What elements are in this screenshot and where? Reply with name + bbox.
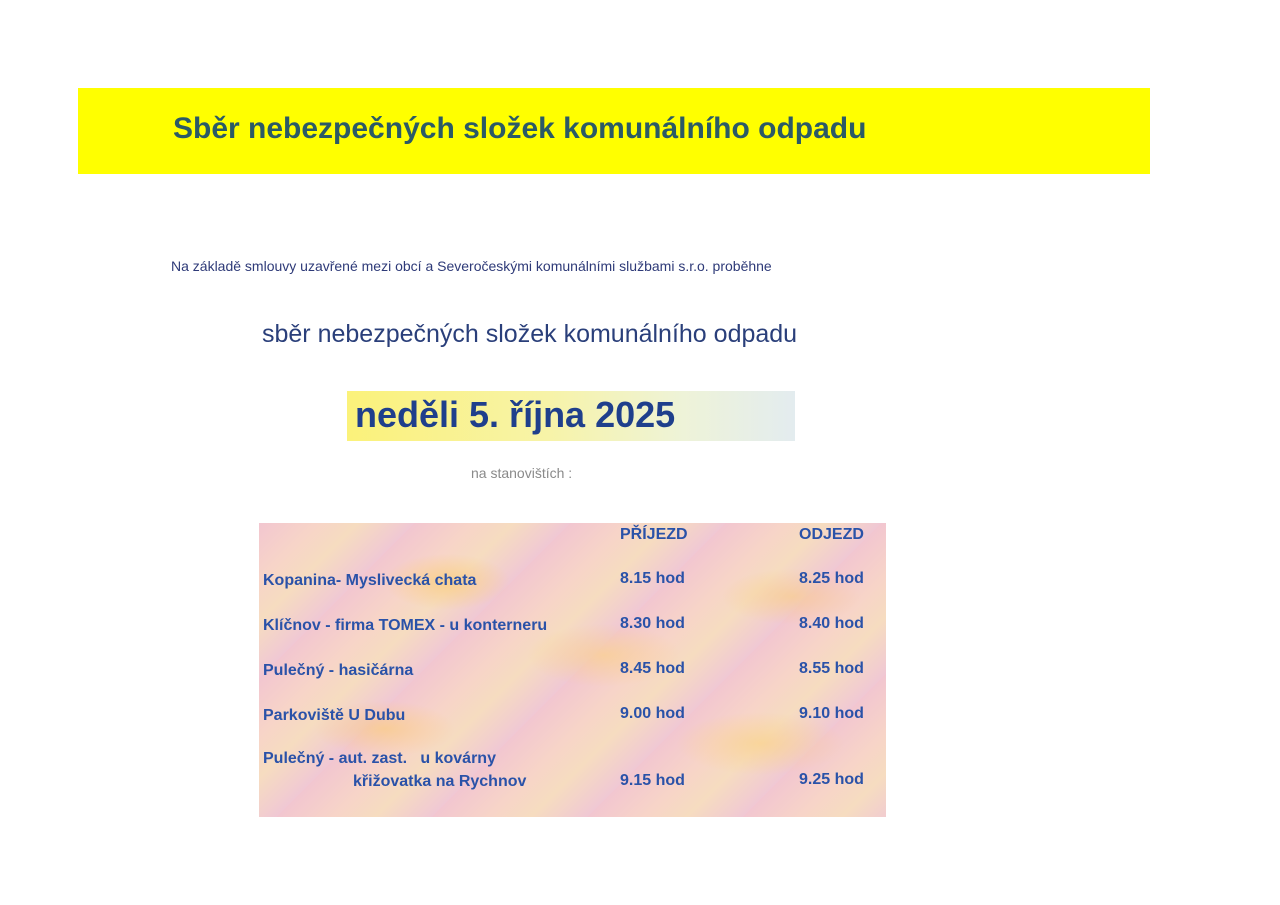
row-place: Klíčnov - firma TOMEX - u konterneru [263,617,548,634]
row-place: Kopanina- Myslivecká chata [263,572,477,589]
header-banner [78,88,1150,174]
intro-text: Na základě smlouvy uzavřené mezi obcí a Severočeskými komunálními službami s.r.o. proběhne [171,258,772,274]
row-arrival: 8.45 hod [620,660,685,677]
row-departure: 8.40 hod [799,615,864,632]
row-arrival: 9.15 hod [620,772,685,789]
row-place: Pulečný - aut. zast. u kovárny [263,750,496,767]
stands-label: na stanovištích : [471,465,573,481]
row-departure: 9.25 hod [799,771,864,788]
row-arrival: 9.00 hod [620,705,685,722]
row-arrival: 8.15 hod [620,570,685,587]
row-arrival: 8.30 hod [620,615,685,632]
row-departure: 8.25 hod [799,570,864,587]
arrival-header: PŘÍJEZD [620,526,688,543]
row-place-line2: křižovatka na Rychnov [353,773,527,790]
event-date: neděli 5. října 2025 [355,394,676,435]
schedule-table [259,523,886,817]
row-departure: 8.55 hod [799,660,864,677]
row-departure: 9.10 hod [799,705,864,722]
date-highlight [347,391,795,441]
departure-header: ODJEZD [799,526,864,543]
row-place: Parkoviště U Dubu [263,707,406,724]
row-place: Pulečný - hasičárna [263,662,414,679]
page-title: Sběr nebezpečných složek komunálního odpadu [173,112,867,145]
subtitle: sběr nebezpečných složek komunálního odpadu [262,320,798,348]
